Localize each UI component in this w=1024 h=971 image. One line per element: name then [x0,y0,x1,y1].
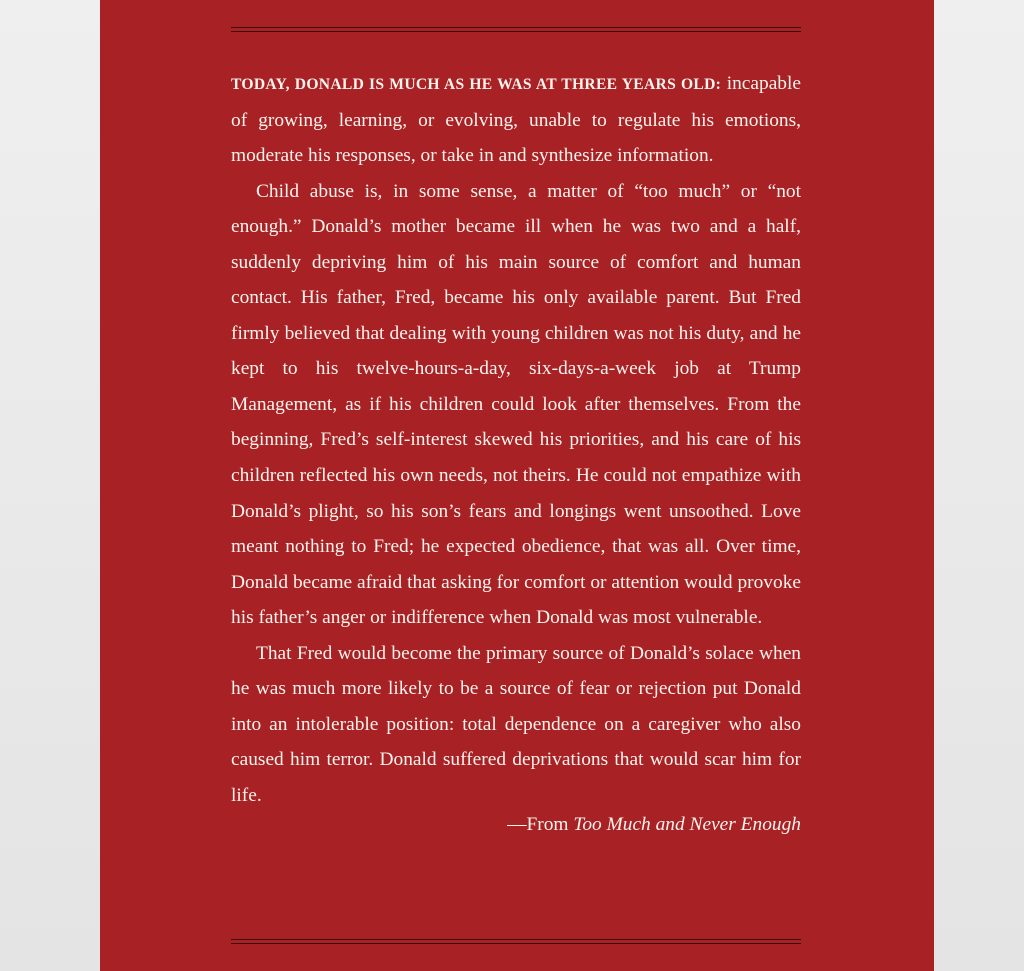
attribution-prefix: —From [507,814,574,836]
excerpt-text [231,66,801,842]
paragraph-1-body: incapable of growing, learning, or evolving, unable to regulate his emotions, moderate his responses, or take in and synthesize information. [231,73,801,167]
excerpt-panel [100,0,934,971]
paragraph-1 [231,66,801,174]
paragraph-2: Child abuse is, in some sense, a matter of “too much” or “not enough.” Donald’s mother became ill when he was two and a half, suddenly depriving him of his main source of comfort and human contact. His father, Fred, became his only available parent. But Fred firmly believed that dealing with young children was not his duty, and he kept to his twelve-hours-a-day, six-days-a-week job at Trump Management, as if his children could look after themselves. From the beginning, Fred’s self-interest skewed his priorities, and his care of his children reflected his own needs, not theirs. He could not empathize with Donald’s plight, so his son’s fears and longings went unsoothed. Love meant nothing to Fred; he expected obedience, that was all. Over time, Donald became afraid that asking for comfort or attention would provoke his father’s anger or indifference when Donald was most vulnerable. [231,180,801,629]
lead-in-text: TODAY, DONALD IS MUCH AS HE WAS AT THREE YEARS OLD: [231,76,722,93]
attribution [231,807,801,842]
book-title: Too Much and Never Enough [573,814,801,836]
top-double-rule [231,27,801,32]
paragraph-3: That Fred would become the primary source of Donald’s solace when he was much more likely to be a source of fear or rejection put Donald into an intolerable position: total dependence on a caregiver who also caused him terror. Donald suffered deprivations that would scar him for life. [231,642,801,806]
bottom-double-rule [231,939,801,944]
